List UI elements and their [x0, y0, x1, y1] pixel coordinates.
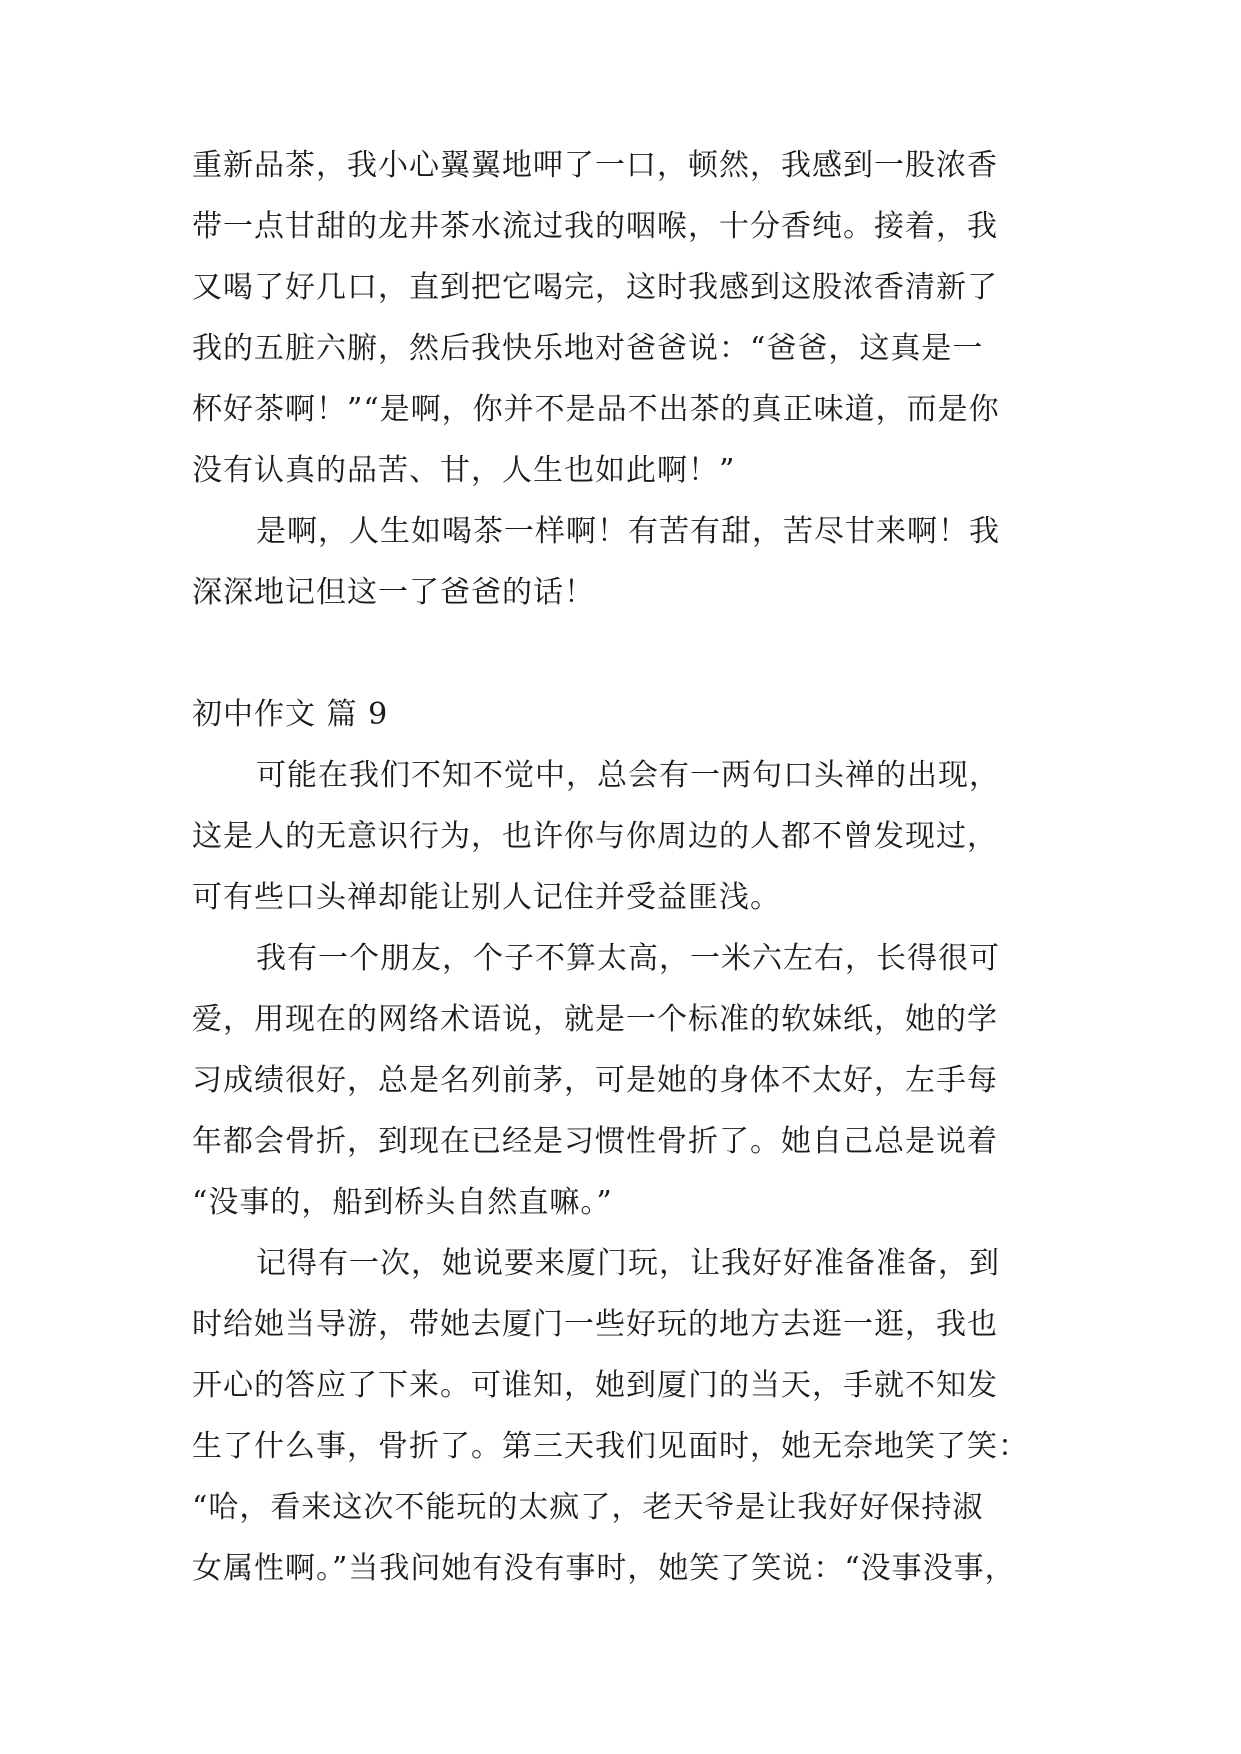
text-line: 时给她当导游，带她去厦门一些好玩的地方去逛一逛，我也: [192, 1307, 998, 1342]
text-line: 深深地记但这一了爸爸的话！: [192, 575, 595, 610]
section-title: 初中作文 篇 9: [192, 697, 389, 732]
text-line: 带一点甘甜的龙井茶水流过我的咽喉，十分香纯。接着，我: [192, 209, 998, 244]
text-line: 开心的答应了下来。可谁知，她到厦门的当天，手就不知发: [192, 1368, 998, 1403]
text-line: 没有认真的品苦、甘，人生也如此啊！”: [192, 453, 736, 488]
text-line: 杯好茶啊！”“是啊，你并不是品不出茶的真正味道，而是你: [192, 392, 1000, 427]
section-paragraph-3: [192, 1233, 1062, 1599]
text-line: 记得有一次，她说要来厦门玩，让我好好准备准备，到: [256, 1246, 1000, 1281]
continuation-paragraph-1: [192, 135, 1062, 501]
text-line: 爱，用现在的网络术语说，就是一个标准的软妹纸，她的学: [192, 1002, 998, 1037]
text-line: “没事的，船到桥头自然直嘛。”: [192, 1185, 613, 1220]
text-line: 女属性啊。”当我问她有没有事时，她笑了笑说：“没事没事，: [192, 1551, 1016, 1586]
text-line: 生了什么事，骨折了。第三天我们见面时，她无奈地笑了笑：: [192, 1429, 1029, 1464]
section-paragraph-2: [192, 928, 1062, 1233]
text-line: 又喝了好几口，直到把它喝完，这时我感到这股浓香清新了: [192, 270, 998, 305]
text-line: 我的五脏六腑，然后我快乐地对爸爸说：“爸爸，这真是一: [192, 331, 984, 366]
section-paragraph-1: [192, 745, 1062, 928]
text-line: 可能在我们不知不觉中，总会有一两句口头禅的出现，: [256, 758, 1000, 793]
text-line: 我有一个朋友，个子不算太高，一米六左右，长得很可: [256, 941, 1000, 976]
continuation-paragraph-2: [192, 501, 1062, 623]
text-line: “哈，看来这次不能玩的太疯了，老天爷是让我好好保持淑: [192, 1490, 984, 1525]
text-line: 年都会骨折，到现在已经是习惯性骨折了。她自己总是说着: [192, 1124, 998, 1159]
text-line: 这是人的无意识行为，也许你与你周边的人都不曾发现过，: [192, 819, 998, 854]
text-line: 重新品茶，我小心翼翼地呷了一口，顿然，我感到一股浓香: [192, 148, 998, 183]
text-line: 是啊，人生如喝茶一样啊！有苦有甜，苦尽甘来啊！我: [256, 514, 1000, 549]
text-line: 习成绩很好，总是名列前茅，可是她的身体不太好，左手每: [192, 1063, 998, 1098]
text-line: 可有些口头禅却能让别人记住并受益匪浅。: [192, 880, 781, 915]
